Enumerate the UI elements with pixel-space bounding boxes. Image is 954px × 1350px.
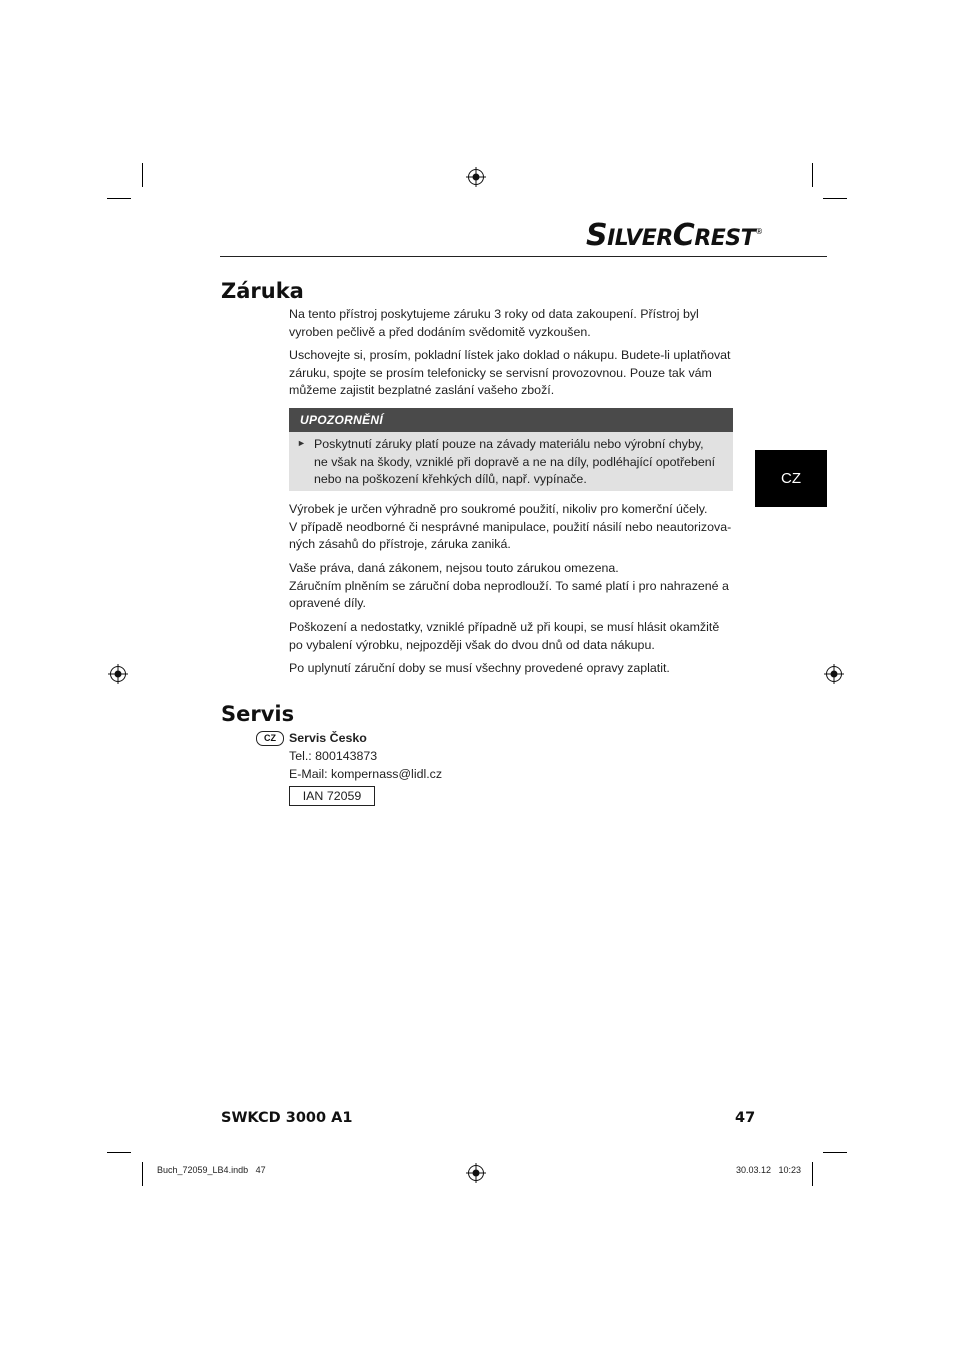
registration-mark-icon bbox=[108, 664, 128, 684]
crop-mark bbox=[812, 1162, 813, 1186]
ian-box: IAN 72059 bbox=[289, 786, 375, 806]
crop-mark bbox=[142, 163, 143, 187]
crop-mark bbox=[107, 198, 131, 199]
warranty-heading: Záruka bbox=[221, 279, 304, 303]
crop-mark bbox=[812, 163, 813, 187]
slug-date: 30.03.12 10:23 bbox=[736, 1165, 802, 1175]
notice-box bbox=[289, 432, 733, 491]
registration-mark-icon bbox=[824, 664, 844, 684]
header-rule bbox=[220, 256, 827, 257]
crop-mark bbox=[107, 1152, 131, 1153]
warranty-paragraph: Vaše práva, daná zákonem, nejsou touto zárukou omezena. Záručním plněním se záruční doba neprodlouží. To samé platí i pro nahrazené a opravené díly. bbox=[289, 561, 729, 611]
service-email: E-Mail: kompernass@lidl.cz bbox=[289, 767, 443, 781]
page-number: 47 bbox=[735, 1110, 756, 1126]
notice-title: UPOZORNĚNÍ bbox=[300, 413, 384, 427]
notice-header bbox=[289, 408, 733, 432]
model-number: SWKCD 3000 A1 bbox=[221, 1110, 353, 1126]
crop-mark bbox=[823, 198, 847, 199]
silvercrest-logo: SILVERCREST® bbox=[586, 218, 763, 253]
warranty-paragraph: Poškození a nedostatky, vzniklé případně už při koupi, se musí hlásit okamžitě po vybalení výrobku, nejpozději však do dvou dnů od data nákupu. bbox=[289, 620, 720, 652]
country-badge: CZ bbox=[256, 731, 284, 746]
language-tab: CZ bbox=[755, 450, 827, 507]
service-name: Servis Česko bbox=[289, 731, 367, 745]
warranty-paragraph: Po uplynutí záruční doby se musí všechny provedené opravy zaplatit. bbox=[289, 661, 670, 675]
warranty-paragraph: Uschovejte si, prosím, pokladní lístek jako doklad o nákupu. Budete-li uplatňovat záruku, spojte se prosím telefonicky se servisní provozovnou. Pouze tak vám můžeme zajistit bezplatné zaslání vašeho zboží. bbox=[289, 348, 731, 398]
bullet-arrow-icon: ► bbox=[297, 438, 306, 448]
registration-mark-icon bbox=[466, 167, 486, 187]
service-heading: Servis bbox=[221, 702, 295, 726]
service-phone: Tel.: 800143873 bbox=[289, 749, 378, 763]
crop-mark bbox=[823, 1152, 847, 1153]
notice-text: Poskytnutí záruky platí pouze na závady materiálu nebo výrobní chyby, ne však na škody, vzniklé při dopravě a ne na díly, podléhající opotřebení nebo na poškození křehkých dílů, např. vypínače. bbox=[314, 437, 716, 487]
warranty-paragraph: Na tento přístroj poskytujeme záruku 3 roky od data zakoupení. Přístroj byl vyroben pečlivě a před dodáním svědomitě vyzkoušen. bbox=[289, 307, 699, 339]
registration-mark-icon bbox=[466, 1163, 486, 1183]
crop-mark bbox=[142, 1162, 143, 1186]
warranty-paragraph: Výrobek je určen výhradně pro soukromé použití, nikoliv pro komerční účely. V případě neodborné či nesprávné manipulace, použití násilí nebo neautorizova- ných zásahů do přístroje, záruka zaniká. bbox=[289, 502, 732, 552]
slug-file: Buch_72059_LB4.indb 47 bbox=[157, 1165, 266, 1175]
